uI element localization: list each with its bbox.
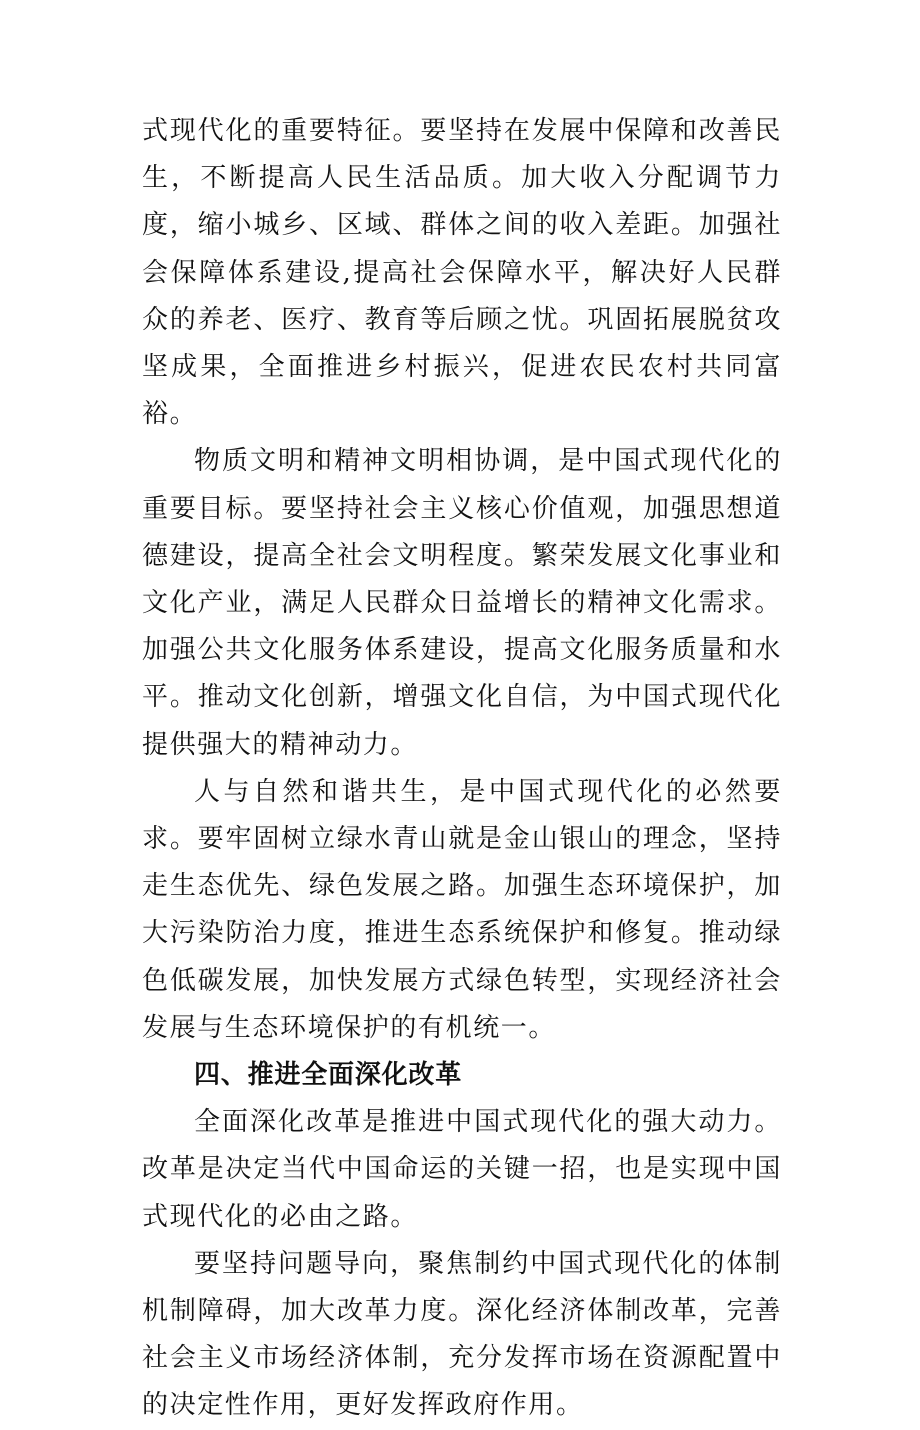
section-heading: 四、推进全面深化改革: [194, 1060, 463, 1091]
document-body: [142, 108, 782, 1430]
paragraph-reform-detail: 要坚持问题导向，聚焦制约中国式现代化的体制机制障碍，加大改革力度。深化经济体制改革，完善社会主义市场经济体制，充分发挥市场在资源配置中的决定性作用，更好发挥政府作用。: [142, 1248, 782, 1421]
paragraph-material-spiritual: 物质文明和精神文明相协调，是中国式现代化的重要目标。要坚持社会主义核心价值观，加强思想道德建设，提高全社会文明程度。繁荣发展文化事业和文化产业，满足人民群众日益增长的精神文化需求。加强公共文化服务体系建设，提高文化服务质量和水平。推动文化创新，增强文化自信，为中国式现代化提供强大的精神动力。: [142, 446, 782, 760]
paragraph-continued: 式现代化的重要特征。要坚持在发展中保障和改善民生，不断提高人民生活品质。加大收入分配调节力度，缩小城乡、区域、群体之间的收入差距。加强社会保障体系建设,提高社会保障水平，解决好人民群众的养老、医疗、教育等后顾之忧。巩固拓展脱贫攻坚成果，全面推进乡村振兴，促进农民农村共同富裕。: [142, 116, 782, 430]
paragraph-human-nature: 人与自然和谐共生，是中国式现代化的必然要求。要牢固树立绿水青山就是金山银山的理念，坚持走生态优先、绿色发展之路。加强生态环境保护，加大污染防治力度，推进生态系统保护和修复。推动绿色低碳发展，加快发展方式绿色转型，实现经济社会发展与生态环境保护的有机统一。: [142, 776, 782, 1043]
paragraph-reform-intro: 全面深化改革是推进中国式现代化的强大动力。改革是决定当代中国命运的关键一招，也是实现中国式现代化的必由之路。: [142, 1107, 782, 1232]
